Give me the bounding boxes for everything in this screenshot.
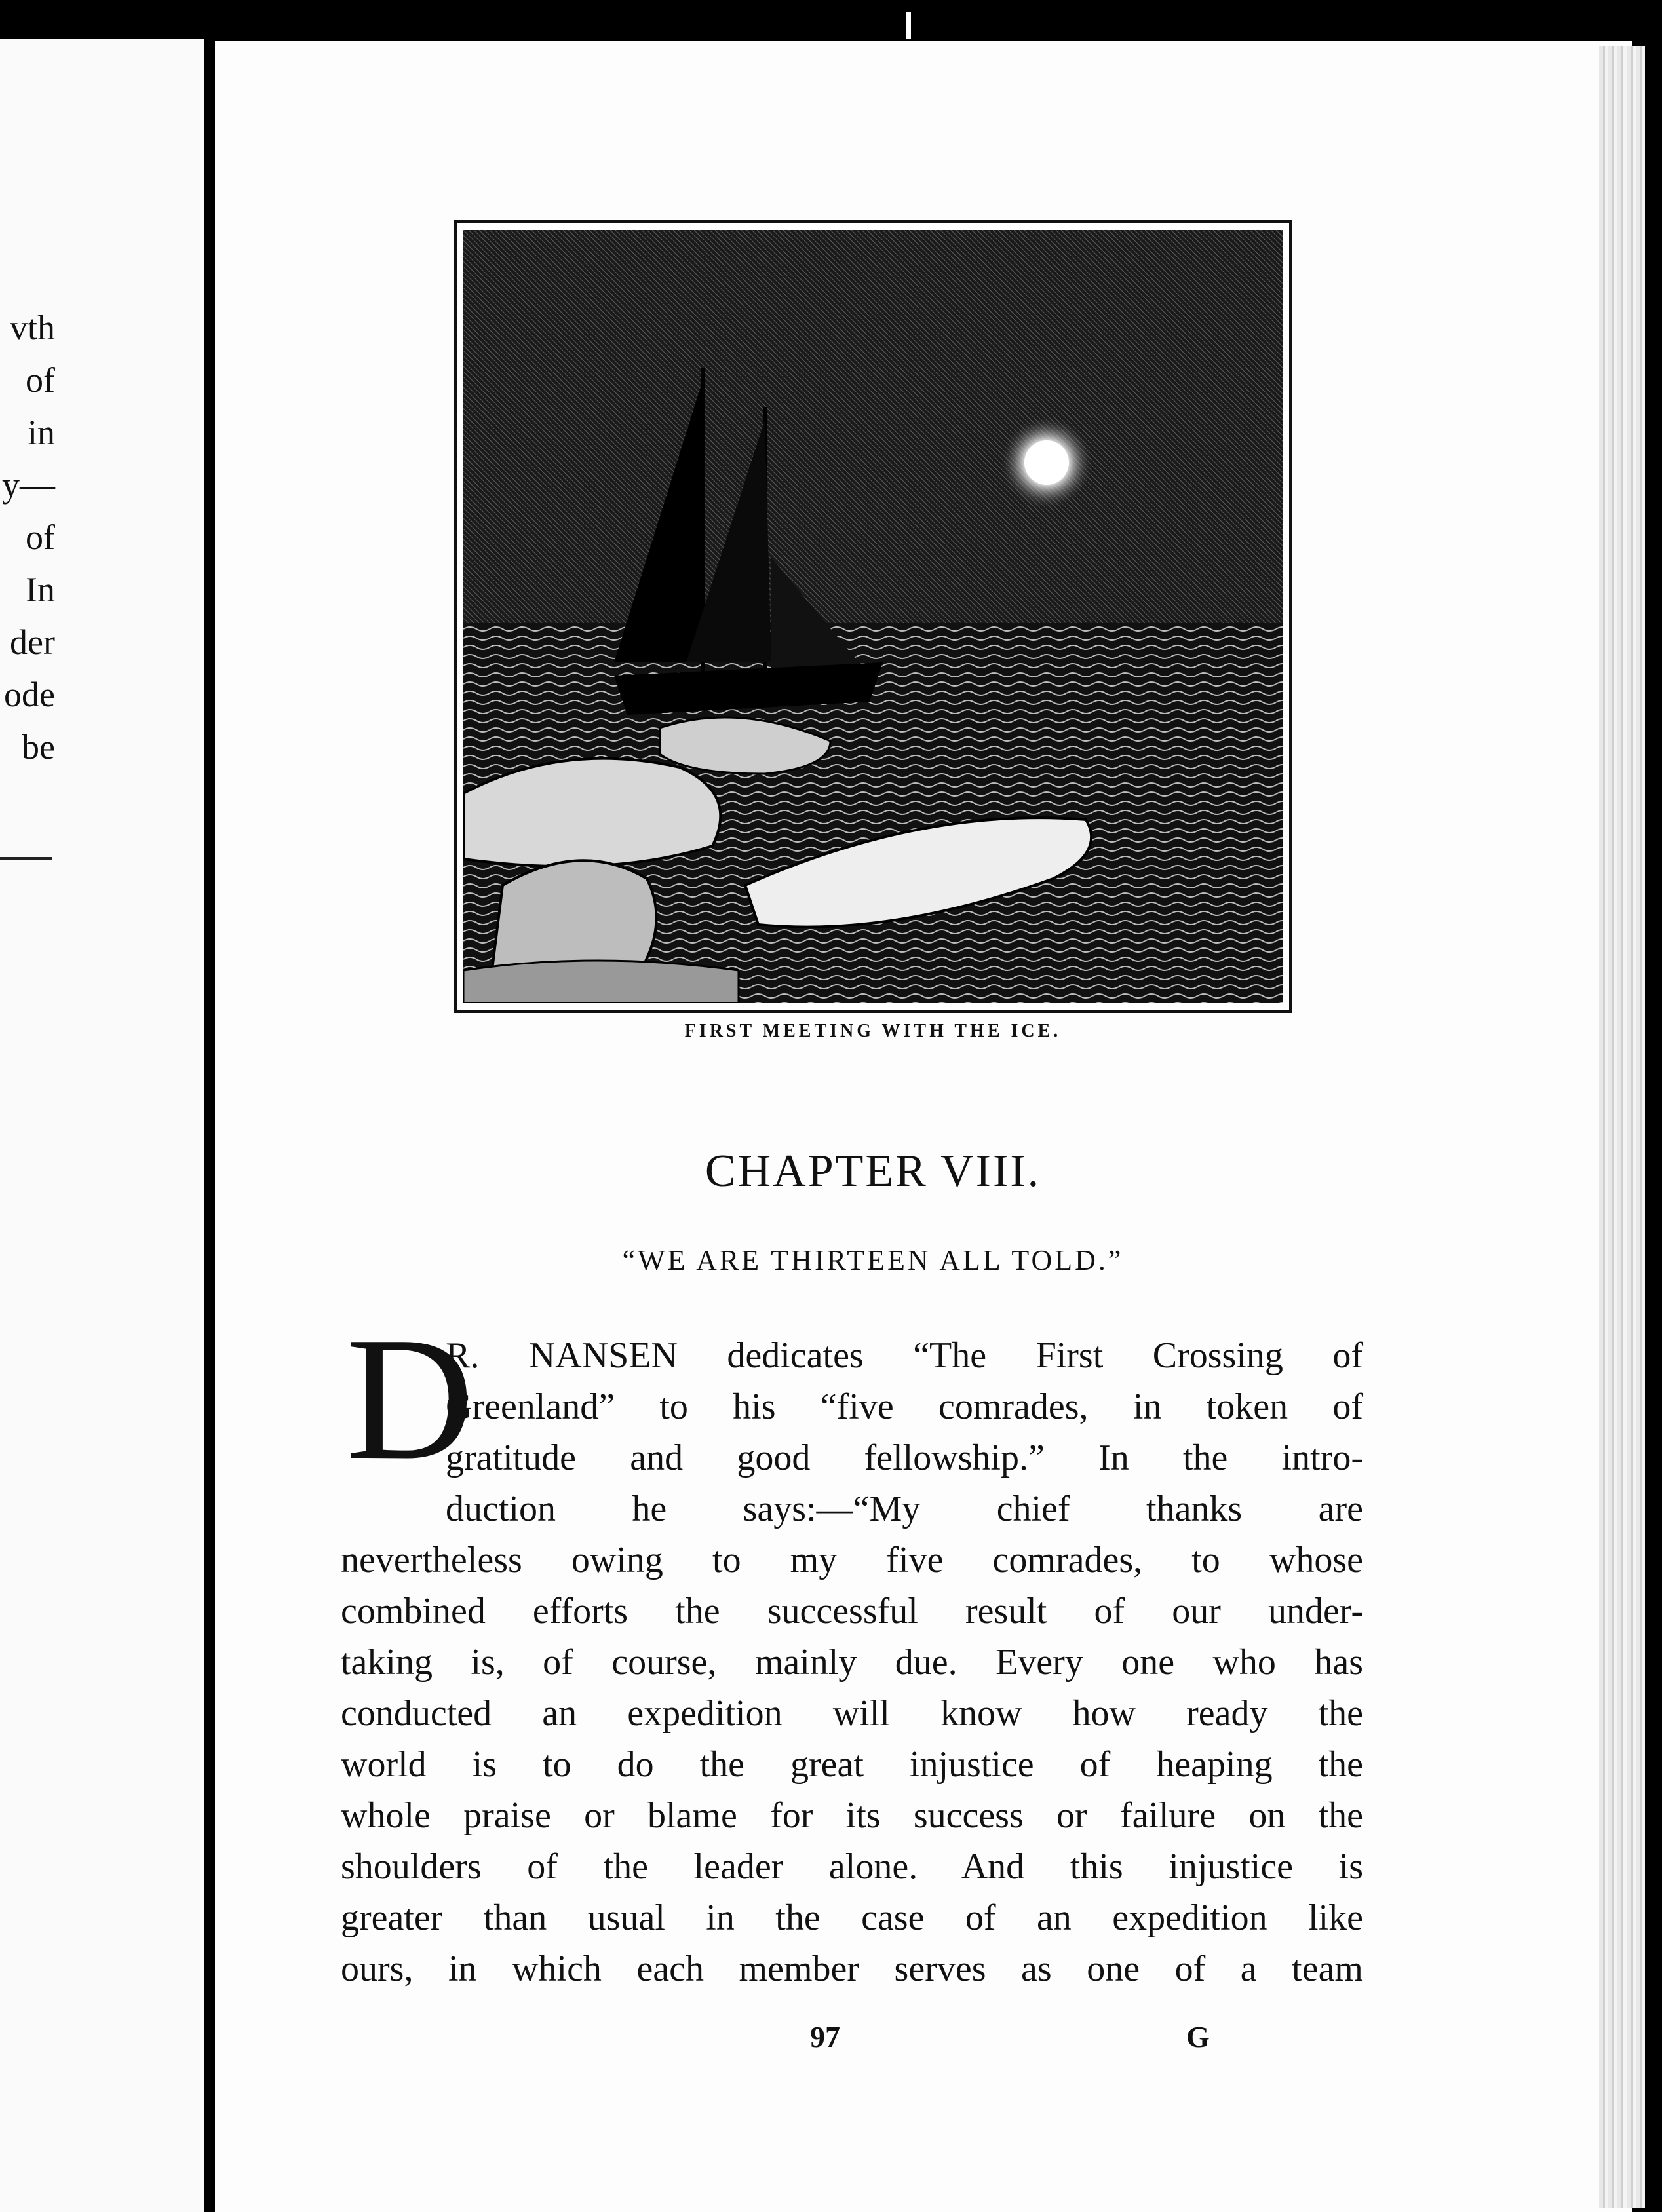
text-line: shoulders of the leader alone. And this injustice is bbox=[341, 1846, 1363, 1887]
fragment: der bbox=[10, 622, 55, 662]
text-line: duction he says:—“My chief thanks are bbox=[446, 1489, 1363, 1529]
page-edges bbox=[1599, 46, 1645, 2208]
ship-illustration bbox=[454, 220, 1292, 1013]
fragment: in bbox=[27, 413, 55, 452]
text-line: taking is, of course, mainly due. Every one who has bbox=[341, 1642, 1363, 1683]
text-line: ours, in which each member serves as one of a team bbox=[341, 1949, 1363, 1989]
fragment: ode bbox=[4, 675, 55, 714]
text-line: conducted an expedition will know how ready the bbox=[341, 1693, 1363, 1734]
signature-mark: G bbox=[1186, 2020, 1210, 2053]
text-line: R. NANSEN dedicates “The First Crossing of bbox=[446, 1335, 1363, 1376]
fragment: y— bbox=[2, 465, 55, 505]
facing-page-rule bbox=[0, 857, 52, 860]
facing-page bbox=[0, 39, 204, 2212]
fragment: of bbox=[26, 518, 55, 557]
illustration-caption: FIRST MEETING WITH THE ICE. bbox=[684, 1021, 1062, 1041]
facing-page-text bbox=[0, 301, 55, 773]
fragment: vth bbox=[9, 308, 55, 347]
chapter-title: CHAPTER VIII. bbox=[705, 1146, 1041, 1196]
page-number: 97 bbox=[810, 2020, 840, 2053]
binding-mark bbox=[906, 12, 911, 39]
text-line: greater than usual in the case of an expedition like bbox=[341, 1897, 1363, 1938]
night-sky bbox=[463, 230, 1283, 636]
text-line: Greenland” to his “five comrades, in token of bbox=[446, 1386, 1363, 1427]
text-line: combined efforts the successful result of our under- bbox=[341, 1591, 1363, 1631]
text-line: nevertheless owing to my five comrades, to whose bbox=[341, 1540, 1363, 1580]
text-line: world is to do the great injustice of heaping the bbox=[341, 1744, 1363, 1785]
body-text bbox=[341, 1330, 1363, 1994]
text-line: whole praise or blame for its success or failure on the bbox=[341, 1795, 1363, 1836]
fragment: In bbox=[26, 570, 55, 609]
chapter-subtitle: “WE ARE THIRTEEN ALL TOLD.” bbox=[622, 1244, 1124, 1276]
text-line: gratitude and good fellowship.” In the intro- bbox=[446, 1438, 1363, 1478]
fragment: of bbox=[26, 360, 55, 400]
drop-cap: D bbox=[346, 1301, 474, 1497]
fragment: be bbox=[22, 727, 55, 767]
